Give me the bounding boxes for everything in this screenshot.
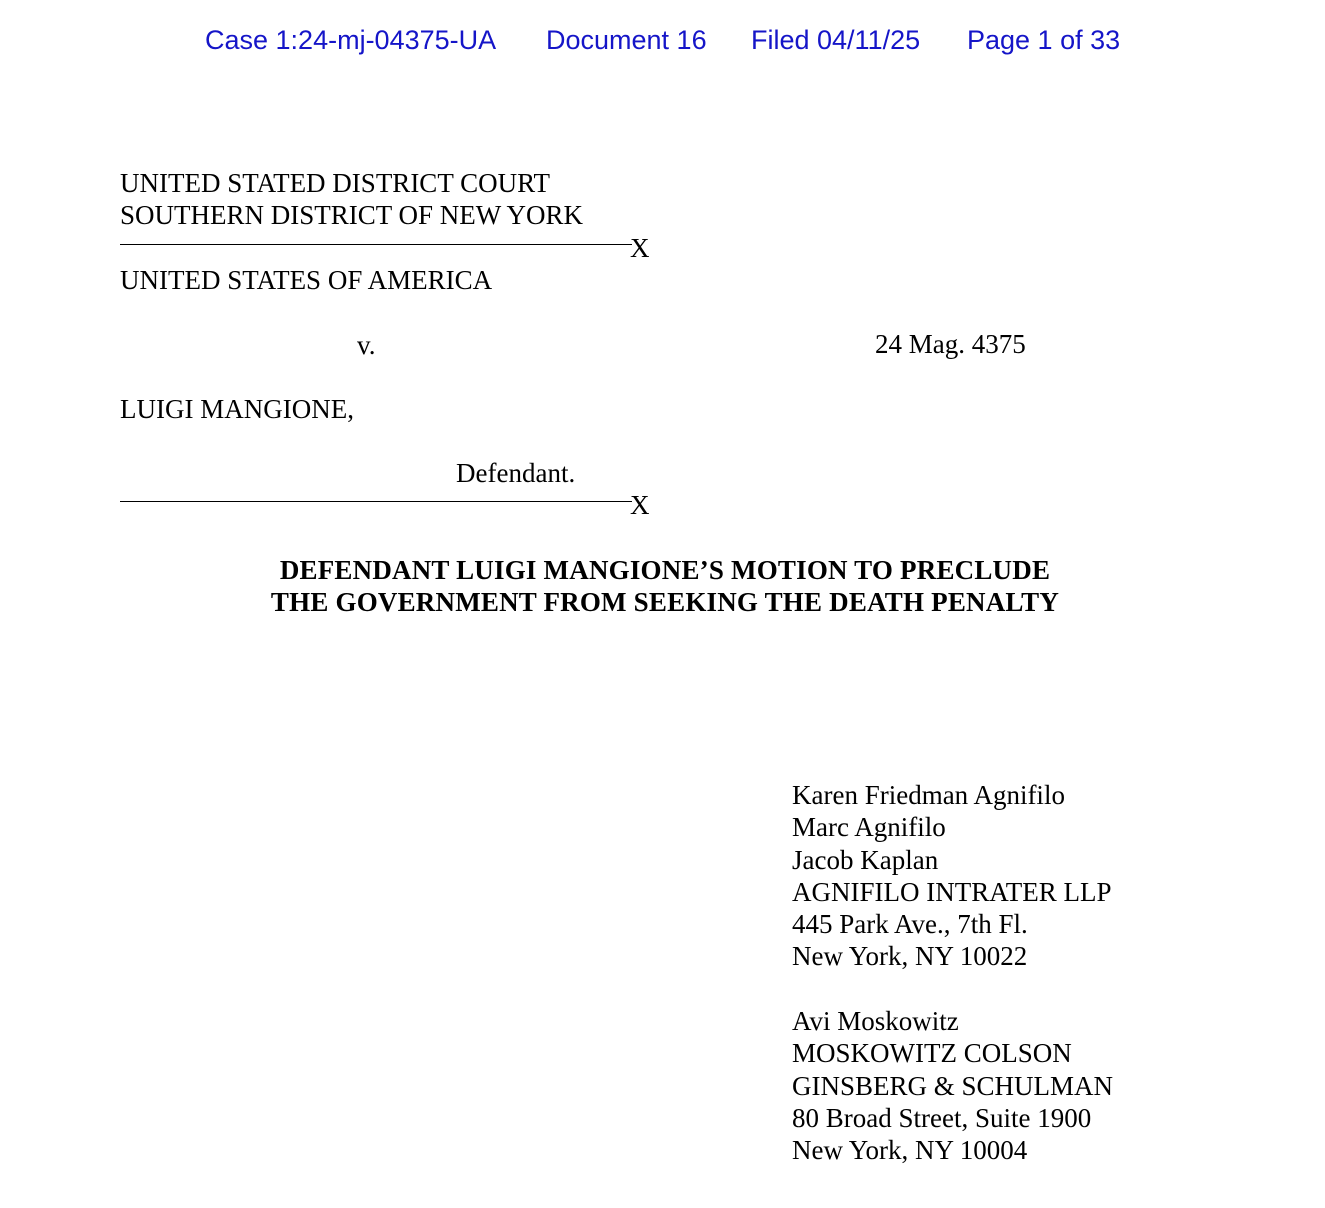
caption-bottom-x: X bbox=[630, 490, 650, 520]
header-case-number: Case 1:24-mj-04375-UA bbox=[205, 25, 497, 55]
plaintiff-name: UNITED STATES OF AMERICA bbox=[120, 265, 493, 295]
counsel-address-line: New York, NY 10022 bbox=[792, 941, 1028, 972]
counsel-line: Marc Agnifilo bbox=[792, 812, 946, 843]
motion-title-line-2: THE GOVERNMENT FROM SEEKING THE DEATH PENALTY bbox=[270, 587, 1060, 617]
counsel-address-line: New York, NY 10004 bbox=[792, 1135, 1028, 1166]
header-filed-date: Filed 04/11/25 bbox=[751, 25, 921, 55]
counsel-block-moskowitz bbox=[792, 1005, 1113, 1166]
header-page-count: Page 1 of 33 bbox=[967, 25, 1121, 55]
counsel-address-line: 445 Park Ave., 7th Fl. bbox=[792, 909, 1028, 940]
caption-top-rule bbox=[120, 244, 632, 245]
defendant-name: LUIGI MANGIONE, bbox=[120, 394, 354, 424]
counsel-line: Jacob Kaplan bbox=[792, 844, 939, 875]
defendant-label: Defendant. bbox=[456, 458, 576, 488]
counsel-firm-name: MOSKOWITZ COLSON bbox=[792, 1038, 1072, 1069]
counsel-block-agnifilo bbox=[792, 779, 1111, 973]
caption-bottom-rule bbox=[120, 501, 632, 502]
counsel-firm-name: AGNIFILO INTRATER LLP bbox=[792, 876, 1112, 907]
counsel-address-line: 80 Broad Street, Suite 1900 bbox=[792, 1102, 1092, 1133]
counsel-firm-name: GINSBERG & SCHULMAN bbox=[792, 1070, 1114, 1101]
court-name-line-2: SOUTHERN DISTRICT OF NEW YORK bbox=[120, 200, 584, 230]
court-name-line-1: UNITED STATED DISTRICT COURT bbox=[120, 168, 550, 198]
counsel-line: Karen Friedman Agnifilo bbox=[792, 780, 1065, 810]
magistrate-case-number: 24 Mag. 4375 bbox=[875, 329, 1026, 359]
versus-label: v. bbox=[357, 330, 376, 360]
counsel-line: Avi Moskowitz bbox=[792, 1006, 959, 1036]
motion-title-line-1: DEFENDANT LUIGI MANGIONE’S MOTION TO PRECLUDE bbox=[279, 555, 1051, 585]
header-document-number: Document 16 bbox=[546, 25, 707, 55]
caption-top-x: X bbox=[630, 233, 650, 263]
